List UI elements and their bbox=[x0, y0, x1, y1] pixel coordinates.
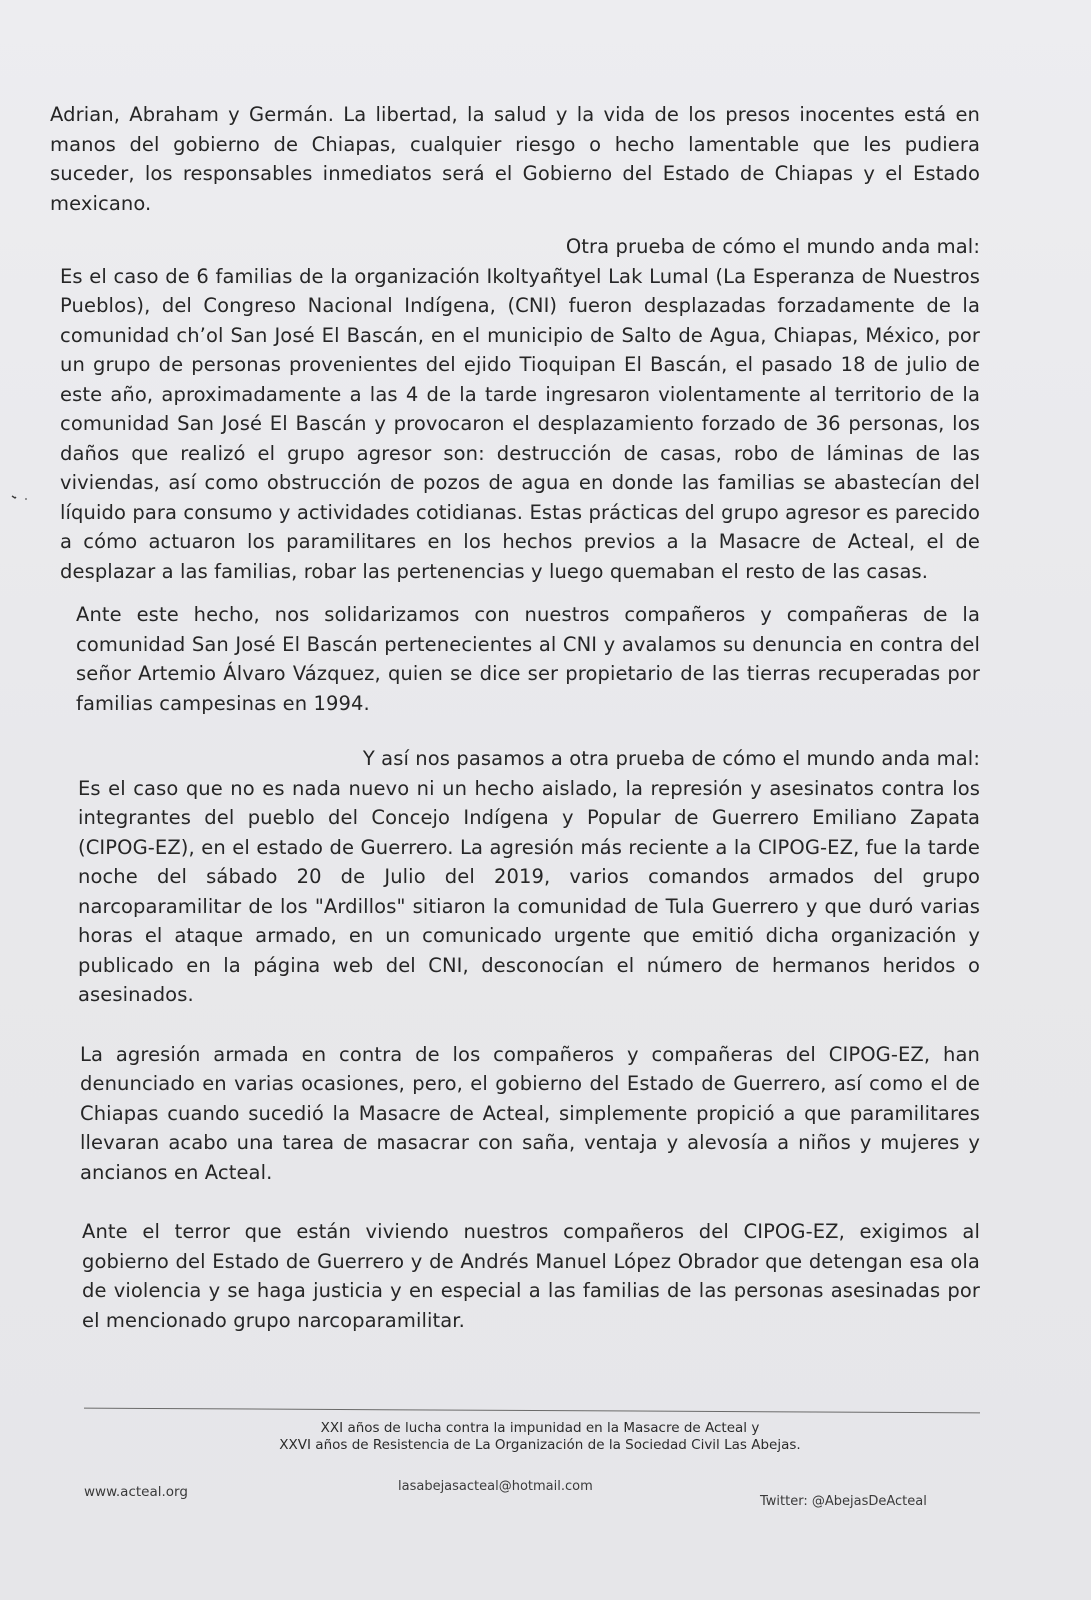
paragraph-exigencia: Ante el terror que están viviendo nuestros compañeros del CIPOG-EZ, exigimos al gobierno del Estado de Guerrero y de Andrés Manuel López Obrador que detengan esa ola de violencia y se haga justicia y en especial a las familias de las personas asesinadas por el mencionado grupo narcoparamilitar. bbox=[82, 1220, 980, 1332]
footer-website: www.acteal.org bbox=[84, 1484, 188, 1500]
stray-pen-mark bbox=[10, 492, 30, 502]
heading-otra-prueba: Otra prueba de cómo el mundo anda mal: bbox=[565, 235, 980, 258]
paragraph-cipog: Es el caso que no es nada nuevo ni un hecho aislado, la represión y asesinatos contra los integrantes del pueblo del Concejo Indígena y Popular de Guerrero Emiliano Zapata (CIPOG-EZ), en el estado de Guerrero. La agresión más reciente a la CIPOG-EZ, fue la tarde noche del sábado 20 de Julio del 2019, varios comandos armados del grupo narcoparamilitar de los "Ardillos" sitiaron la comunidad de Tula Guerrero y que duró varias horas el ataque armado, en un comunicado urgente que emitió dicha organización y publicado en la página web del CNI, desconocían el número de hermanos heridos o asesinados. bbox=[78, 776, 980, 1006]
heading-otra-prueba-2: Y así nos pasamos a otra prueba de cómo el mundo anda mal: bbox=[362, 747, 980, 770]
paragraph-solidaridad: Ante este hecho, nos solidarizamos con nuestros compañeros y compañeras de la comunidad San José El Bascán pertenecientes al CNI y avalamos su denuncia en contra del señor Artemio Álvaro Vázquez, quien se dice ser propietario de las tierras recuperadas por familias campesinas en 1994. bbox=[76, 603, 980, 715]
footer-motto-line-1: XXI años de lucha contra la impunidad en la Masacre de Acteal y bbox=[320, 1420, 760, 1436]
document-body bbox=[50, 100, 980, 1335]
paragraph-presos: Adrian, Abraham y Germán. La libertad, la salud y la vida de los presos inocentes está en manos del gobierno de Chiapas, cualquier riesgo o hecho lamentable que les pudiera suceder, los responsables inmediatos será el Gobierno del Estado de Chiapas y el Estado mexicano. bbox=[50, 103, 980, 215]
paragraph-desplazamiento: Es el caso de 6 familias de la organización Ikoltyañtyel Lak Lumal (La Esperanza de Nuestros Pueblos), del Congreso Nacional Indígena, (CNI) fueron desplazadas forzadamente de la comunidad ch’ol San José El Bascán, en el municipio de Salto de Agua, Chiapas, México, por un grupo de personas provenientes del ejido Tioquipan El Bascán, el pasado 18 de julio de este año, aproximadamente a las 4 de la tarde ingresaron violentamente al territorio de la comunidad San José El Bascán y provocaron el desplazamiento forzado de 36 personas, los daños que realizó el grupo agresor son: destrucción de casas, robo de láminas de las viviendas, así como obstrucción de pozos de agua en donde las familias se abastecían del líquido para consumo y actividades cotidianas. Estas prácticas del grupo agresor es parecido a cómo actuaron los paramilitares en los hechos previos a la Masacre de Acteal, el de desplazar a las familias, robar las pertenencias y luego quemaban el resto de las casas. bbox=[60, 264, 980, 583]
footer-email: lasabejasacteal@hotmail.com bbox=[398, 1479, 593, 1494]
footer-twitter: Twitter: @AbejasDeActeal bbox=[760, 1494, 927, 1509]
paragraph-agresion-armada: La agresión armada en contra de los compañeros y compañeras del CIPOG-EZ, han denunciado en varias ocasiones, pero, el gobierno del Estado de Guerrero, así como el de Chiapas cuando sucedió la Masacre de Acteal, simplemente propició a que paramilitares llevaran acabo una tarea de masacrar con saña, ventaja y alevosía a niños y mujeres y ancianos en Acteal. bbox=[80, 1042, 980, 1184]
footer-motto-line-2: XXVI años de Resistencia de La Organización de la Sociedad Civil Las Abejas. bbox=[279, 1437, 801, 1453]
footer-motto bbox=[150, 1420, 930, 1454]
footer-divider bbox=[84, 1408, 980, 1414]
